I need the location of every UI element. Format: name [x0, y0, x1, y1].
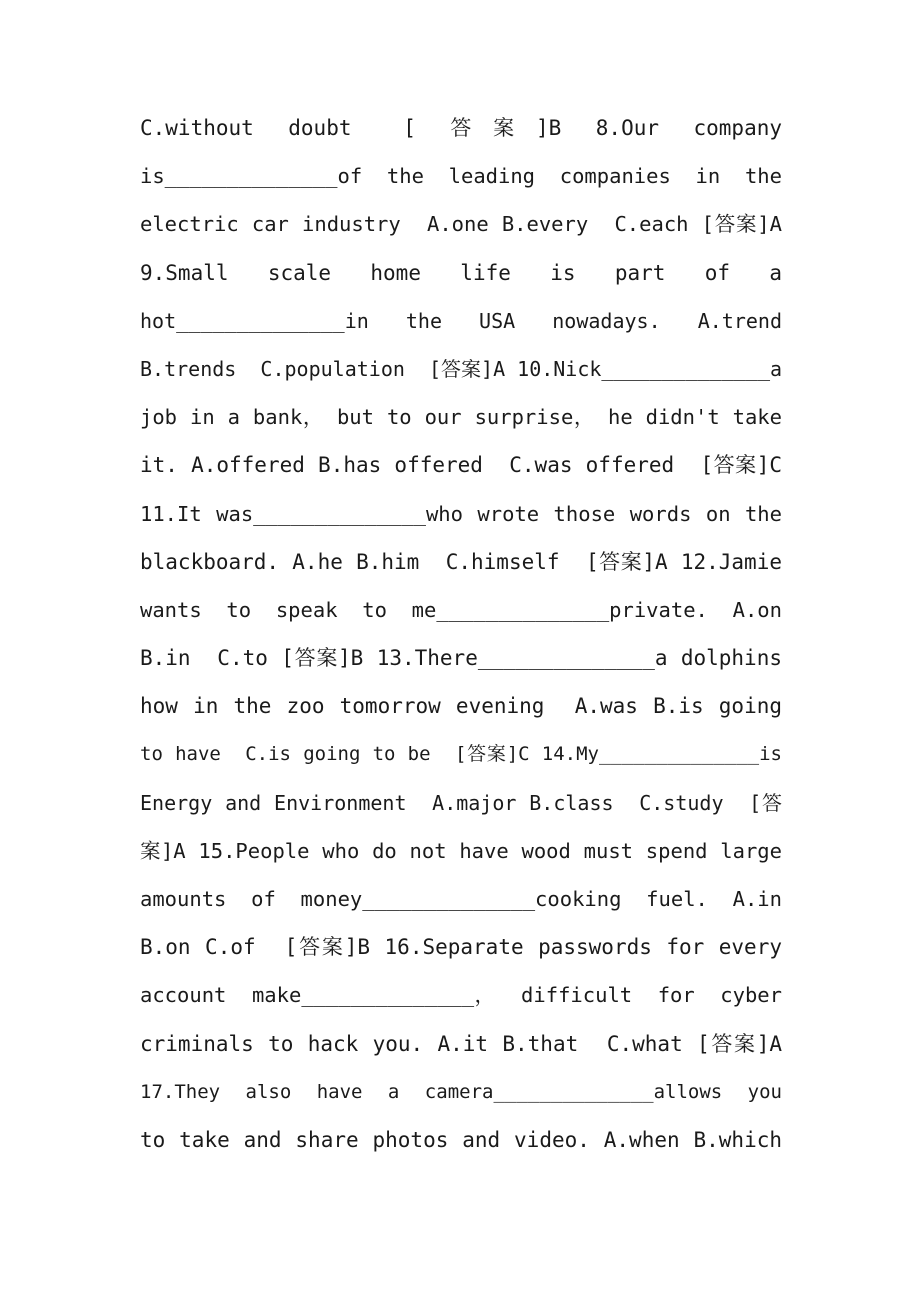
text-line: to have C.is going to be [答案]C 14.My______________is: [140, 743, 782, 766]
text-line: account make______________， difficult for cyber: [140, 983, 782, 1008]
text-line: it. A.offered B.has offered C.was offered [答案]C: [140, 453, 782, 478]
text-line: 17.They also have a camera______________allows you: [140, 1080, 782, 1103]
text-line: how in the zoo tomorrow evening A.was B.is going: [140, 694, 782, 719]
text-line: 11.It was______________who wrote those words on the: [140, 501, 782, 526]
text-line: B.trends C.population [答案]A 10.Nick______________a: [140, 356, 783, 381]
text-line: electric car industry A.one B.every C.each [答案]A: [140, 212, 782, 237]
text-line: B.on C.of [答案]B 16.Separate passwords for every: [140, 935, 782, 960]
text-line: 9.Small scale home life is part of a: [140, 260, 782, 285]
document-body: [140, 108, 782, 1168]
text-line: C.without doubt [ 答 案 ]B 8.Our company: [140, 116, 782, 140]
text-line: hot______________in the USA nowadays. A.trend: [140, 308, 782, 333]
text-line: to take and share photos and video. A.when B.which: [140, 1127, 782, 1152]
text-line: wants to speak to me______________private. A.on: [140, 597, 782, 622]
text-line: B.in C.to [答案]B 13.There______________a dolphins: [140, 646, 782, 671]
text-line: Energy and Environment A.major B.class C.study [答: [140, 790, 782, 815]
text-line: job in a bank， but to our surprise， he didn't take: [140, 405, 782, 430]
text-line: blackboard. A.he B.him C.himself [答案]A 12.Jamie: [140, 549, 782, 574]
text-line: amounts of money______________cooking fuel. A.in: [140, 887, 782, 911]
text-line: is______________of the leading companies in the: [140, 164, 782, 189]
text-line: 案]A 15.People who do not have wood must spend large: [140, 838, 782, 863]
text-line: criminals to hack you. A.it B.that C.what [答案]A: [140, 1031, 782, 1056]
